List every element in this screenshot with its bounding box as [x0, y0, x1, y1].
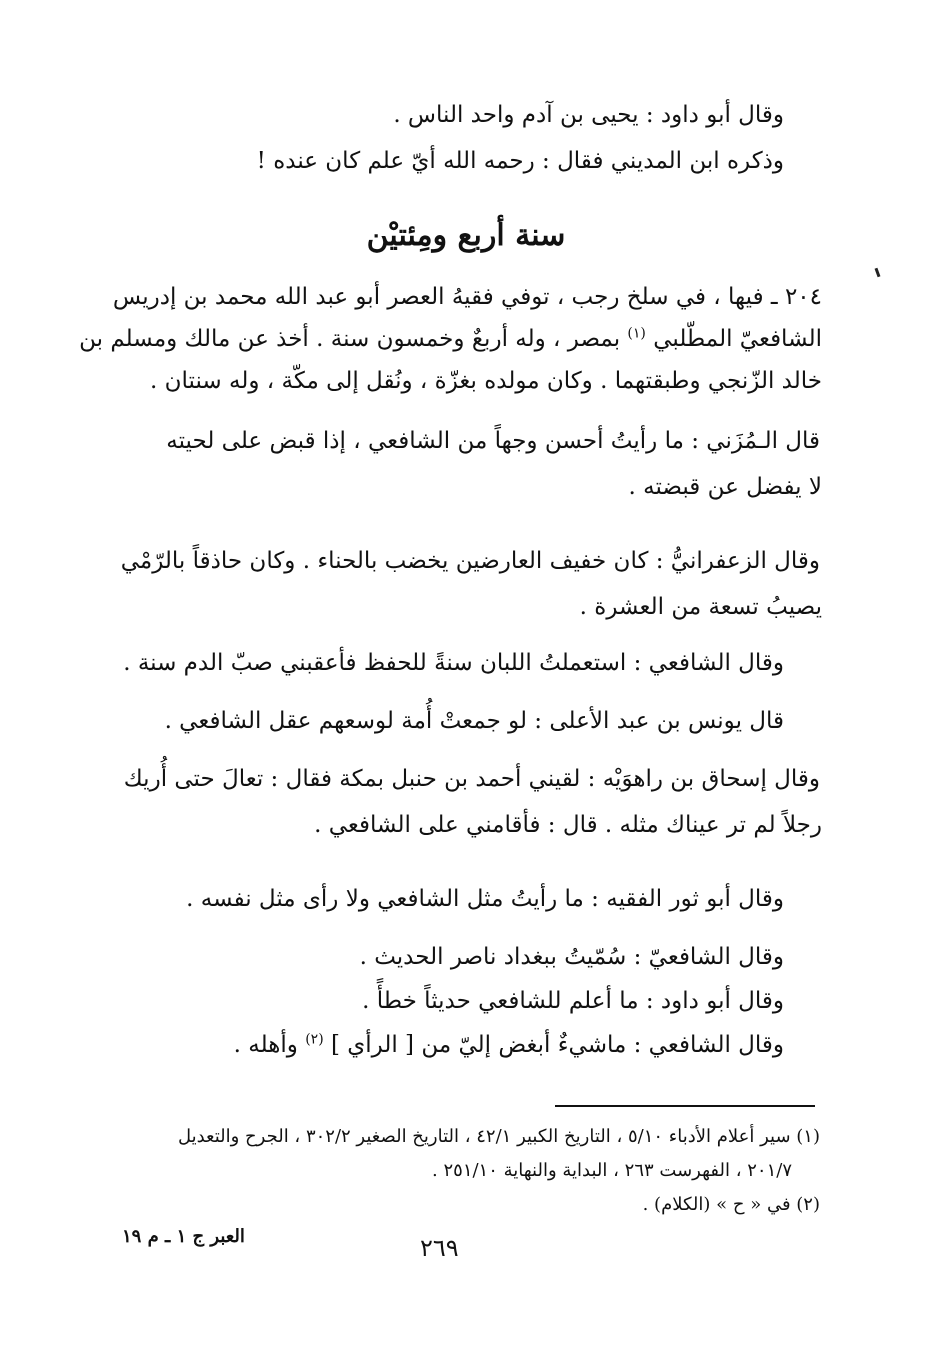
footnote-1-line-2: ٢٠١/٧ ، الفهرست ٢٦٣ ، البداية والنهاية ٢٥١/١٠ .: [432, 1160, 792, 1181]
entry-204-text: الشافعيّ المطّلبي: [653, 326, 822, 352]
footnote-ref-1: (١): [627, 325, 646, 342]
muzani-line-1: قال الـمُزَني : ما رأيتُ أحسن وجهاً من الشافعي ، إذا قبض على لحيته: [166, 428, 820, 454]
entry-204-line-1: [112, 282, 822, 312]
rai-text: وقال الشافعي : ماشيءٌ أبغض إليّ من [ الرأي ]: [330, 1032, 784, 1058]
footnote-divider: [555, 1105, 815, 1107]
footnote-2: (٢) في « ح » (الكلام) .: [642, 1194, 820, 1215]
abudawud-line: وقال أبو داود : ما أعلم للشافعي حديثاً خطأً .: [362, 988, 784, 1014]
rai-line: [120, 1030, 784, 1060]
page-number: ٢٦٩: [420, 1234, 459, 1262]
laban-line: وقال الشافعي : استعملتُ اللبان سنةً للحفظ فأعقبني صبّ الدم سنة .: [123, 650, 784, 676]
zafarani-line-2: يصيبُ تسعة من العشرة .: [579, 594, 822, 620]
ishaq-line-2: رجلاً لم تر عيناك مثله . قال : فأقامني على الشافعي .: [314, 812, 822, 838]
entry-204-text: ٢٠٤ ـ فيها ، في سلخ رجب ، توفي فقيهُ العصر أبو عبد الله محمد بن إدريس: [112, 284, 822, 310]
section-heading: سنة أربع ومِئتيْن: [366, 218, 566, 253]
rai-text: وأهله .: [233, 1032, 298, 1058]
footnote-ref-2: (٢): [305, 1031, 324, 1048]
entry-204-line-2: [79, 324, 822, 354]
abuthawr-line: وقال أبو ثور الفقيه : ما رأيتُ مثل الشافعي ولا رأى مثل نفسه .: [186, 886, 784, 912]
zafarani-line-1: وقال الزعفرانيُّ : كان خفيف العارضين يخضب بالحناء . وكان حاذقاً بالرّمْي: [120, 548, 820, 574]
entry-204-line-3: خالد الزّنجي وطبقتهما . وكان مولده بغزّة ، ونُقل إلى مكّة ، وله سنتان .: [150, 368, 822, 394]
text-line: وقال أبو داود : يحيى بن آدم واحد الناس .: [393, 102, 784, 128]
entry-204-text: بمصر ، وله أربعٌ وخمسون سنة . أخذ عن مالك ومسلم بن: [79, 326, 621, 352]
margin-mark: [875, 268, 881, 277]
nasir-line: وقال الشافعيّ : سُمّيتُ ببغداد ناصر الحديث .: [359, 944, 784, 970]
footnote-1-line-1: (١) سير أعلام الأدباء ٥/١٠ ، التاريخ الكبير ٤٢/١ ، التاريخ الصغير ٣٠٢/٢ ، الجرح والتعديل: [177, 1126, 820, 1147]
muzani-line-2: لا يفضل عن قبضته .: [628, 474, 822, 500]
yunus-line: قال يونس بن عبد الأعلى : لو جمعتْ أُمة لوسعهم عقل الشافعي .: [164, 708, 784, 734]
ishaq-line-1: وقال إسحاق بن راهوَيْه : لقيني أحمد بن حنبل بمكة فقال : تعالَ حتى أُريك: [123, 766, 820, 792]
text-line: وذكره ابن المديني فقال : رحمه الله أيّ علم كان عنده !: [256, 148, 784, 174]
signature-mark: العبر ج ١ ـ م ١٩: [122, 1226, 245, 1247]
